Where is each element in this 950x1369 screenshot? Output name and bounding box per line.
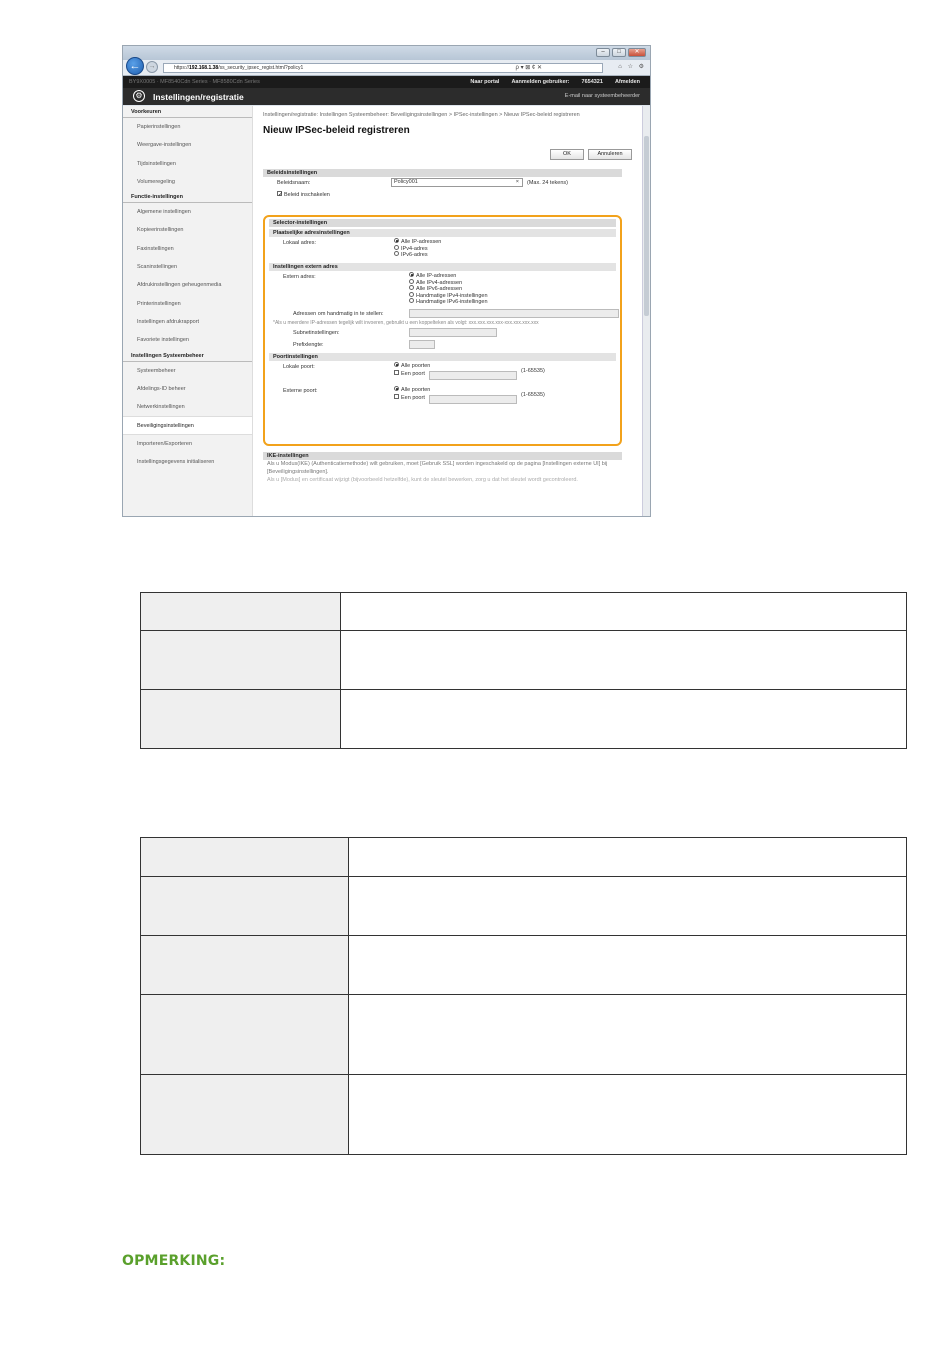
browser-screenshot xyxy=(122,45,651,517)
sidebar-item[interactable]: Afdelings-ID beheer xyxy=(137,385,186,392)
sidebar-item-security-active[interactable]: Beveiligingsinstellingen xyxy=(123,416,252,434)
sidebar-item[interactable]: Netwerkinstellingen xyxy=(137,404,185,411)
table-value-cell xyxy=(349,877,907,936)
remote-option: Alle IPv6-adressen xyxy=(416,286,463,292)
remote-port-input[interactable] xyxy=(429,395,517,404)
scrollbar-thumb[interactable] xyxy=(644,136,649,316)
settings-table-2 xyxy=(140,837,907,1155)
logout-link[interactable]: Afmelden xyxy=(614,79,640,85)
user-id: 7654321 xyxy=(581,79,603,85)
local-port-all-radio[interactable] xyxy=(394,362,399,367)
local-option: Alle IP-adressen xyxy=(401,239,442,245)
app-body xyxy=(123,106,642,516)
subnet-input[interactable] xyxy=(409,328,497,337)
remote-port-all-label: Alle poorten xyxy=(401,387,431,393)
sidebar-item[interactable]: Printerinstellingen xyxy=(137,300,181,307)
table-key-cell xyxy=(141,936,349,995)
manual-address-input[interactable] xyxy=(409,309,619,318)
address-path: /ss_security_ipsec_regist.html?policy1 xyxy=(218,65,304,71)
remote-address-label: Extern adres: xyxy=(283,274,316,280)
remote-option: Alle IPv4-adressen xyxy=(416,279,463,286)
sidebar-section-title: Instellingen Systeembeheer xyxy=(123,350,252,362)
local-address-label: Lokaal adres: xyxy=(283,240,317,246)
remote-all-radio[interactable] xyxy=(409,272,414,277)
manual-address-label: Adressen om handmatig in te stellen: xyxy=(293,311,384,317)
remote-port-single-label: Een poort xyxy=(401,395,425,401)
subnet-label: Subnetinstellingen: xyxy=(293,330,340,336)
sidebar-item[interactable]: Tijdsinstellingen xyxy=(137,160,176,167)
local-port-single-checkbox[interactable] xyxy=(394,370,399,375)
portal-link[interactable]: Naar portal xyxy=(470,79,500,85)
enable-policy-label: Beleid inschakelen xyxy=(284,192,330,198)
table-value-cell xyxy=(349,936,907,995)
sidebar-item[interactable]: Scaninstellingen xyxy=(137,264,178,271)
browser-navbar xyxy=(123,60,650,76)
ike-info-text: Als u Modus(IKE) (Authenticatiemethode) wilt gebruiken, moet [Gebruik SSL] worden ingeschakeld op de pagina [Instellingen externe UI] bij [Beveiligingsinstellingen]. xyxy=(267,461,608,475)
remote-option: Handmatige IPv4-instellingen xyxy=(416,292,488,299)
sidebar-item[interactable]: Kopieerinstellingen xyxy=(137,227,184,234)
maximize-icon[interactable]: □ xyxy=(612,48,626,57)
local-ipv4-radio[interactable] xyxy=(394,245,399,250)
scrollbar[interactable] xyxy=(642,106,650,516)
sidebar-item[interactable]: Instellingsgegevens initialiseren xyxy=(137,459,215,466)
browser-tools-icon[interactable]: ⌂ ☆ ⚙ xyxy=(618,64,646,70)
local-port-all-label: Alle poorten xyxy=(401,363,431,369)
local-all-radio[interactable] xyxy=(394,238,399,243)
window-titlebar xyxy=(123,46,650,60)
manual-address-note: *Als u meerdere IP-adressen tegelijk wilt invoeren, gebruikt u een koppelteken als volgt: xxx.xxx.xxx.xxx-xxx.xxx.xxx.xxx xyxy=(273,320,539,326)
local-option: IPv4-adres xyxy=(401,245,428,252)
remote-manual-ipv6-radio[interactable] xyxy=(409,298,414,303)
table-key-cell xyxy=(141,631,341,690)
login-user-label: Aanmelden gebruiker: xyxy=(511,79,570,85)
table-value-cell xyxy=(349,838,907,877)
address-host: 192.168.1.38 xyxy=(189,65,219,71)
selector-settings-highlight xyxy=(263,215,622,446)
remote-option: Alle IP-adressen xyxy=(416,273,457,279)
ok-button[interactable]: OK xyxy=(550,149,584,160)
remote-manual-ipv4-radio[interactable] xyxy=(409,292,414,297)
minimize-icon[interactable]: – xyxy=(596,48,610,57)
policy-name-value: Policy001 xyxy=(394,179,418,185)
settings-gear-icon: ⚙ xyxy=(133,90,145,102)
address-prefix: https:// xyxy=(174,65,190,71)
sidebar-item[interactable]: Favoriete instellingen xyxy=(137,337,189,344)
remote-address-section: Instellingen extern adres xyxy=(269,263,616,271)
remote-ipv4-radio[interactable] xyxy=(409,279,414,284)
table-key-cell xyxy=(141,690,341,749)
remote-option: Handmatige IPv6-instellingen xyxy=(416,299,488,305)
policy-name-hint: (Max. 24 tekens) xyxy=(527,180,568,186)
app-topbar xyxy=(123,76,650,88)
table-value-cell xyxy=(341,631,907,690)
table-value-cell xyxy=(341,690,907,749)
local-option: IPv6-adres xyxy=(401,252,428,258)
remote-port-label: Externe poort: xyxy=(283,388,318,394)
table-value-cell xyxy=(349,995,907,1075)
ike-info-text-2: Als u [Modus] en certificaat wijzigt (bijvoorbeeld hetzelfde), kunt de sleutel bewerken, zorg u dat het sleutel wordt gecontroleerd. xyxy=(267,477,578,483)
port-section: Poortinstellingen xyxy=(269,353,616,361)
policy-name-label: Beleidsnaam: xyxy=(277,180,311,186)
sidebar xyxy=(123,106,253,516)
sidebar-item[interactable]: Faxinstellingen xyxy=(137,245,174,252)
address-tools-icon[interactable]: ρ ▾ ⊠ ¢ ✕ xyxy=(515,65,542,71)
table-key-cell xyxy=(141,1075,349,1155)
settings-table-1 xyxy=(140,592,907,749)
table-key-cell xyxy=(141,995,349,1075)
mail-admin-link[interactable]: E-mail naar systeembeheerder xyxy=(564,93,640,99)
back-arrow-icon[interactable]: ← xyxy=(126,57,144,75)
sidebar-item[interactable]: Algemene instellingen xyxy=(137,209,191,216)
prefix-label: Prefixlengte: xyxy=(293,342,324,348)
local-ipv6-radio[interactable] xyxy=(394,251,399,256)
sidebar-section-title: Functie-instellingen xyxy=(123,191,252,203)
cancel-button[interactable]: Annuleren xyxy=(588,149,632,160)
breadcrumb: Instellingen/registratie: Instellingen Systeembeheer: Beveiligingsinstellingen > IPSec-instellingen > Nieuw IPSec-beleid registreren xyxy=(263,112,580,118)
local-port-label: Lokale poort: xyxy=(283,364,315,370)
table-key-cell xyxy=(141,593,341,631)
sidebar-item[interactable]: Papierinstellingen xyxy=(137,124,181,130)
sidebar-item[interactable]: Afdrukinstellingen geheugenmedia xyxy=(137,282,222,289)
clear-icon[interactable]: × xyxy=(515,179,519,185)
sidebar-item[interactable]: Volumeregeling xyxy=(137,178,175,185)
table-value-cell xyxy=(349,1075,907,1155)
device-name: BY9X0005 · MF8540Cdn Series · MF8580Cdn Series xyxy=(129,79,260,85)
policy-section-header: Beleidsinstellingen xyxy=(263,169,622,177)
app-header xyxy=(123,88,650,105)
remote-ipv6-radio[interactable] xyxy=(409,285,414,290)
page-title: Nieuw IPSec-beleid registreren xyxy=(263,125,410,136)
sidebar-item[interactable]: Systeembeheer xyxy=(137,367,176,374)
remote-port-all-radio[interactable] xyxy=(394,386,399,391)
local-address-section: Plaatselijke adresinstellingen xyxy=(269,229,616,237)
note-heading: OPMERKING: xyxy=(122,1253,226,1269)
table-value-cell xyxy=(341,593,907,631)
remote-port-range: (1-65535) xyxy=(521,392,545,398)
main-content xyxy=(263,106,632,516)
remote-port-single-checkbox[interactable] xyxy=(394,394,399,399)
selector-section-header: Selector-instellingen xyxy=(269,219,616,227)
local-port-single-label: Een poort xyxy=(401,371,425,377)
sidebar-item[interactable]: Instellingen afdrukrapport xyxy=(137,318,200,325)
policy-name-input[interactable] xyxy=(391,178,523,187)
app-title: Instellingen/registratie xyxy=(153,92,244,102)
table-key-cell xyxy=(141,877,349,936)
prefix-input[interactable] xyxy=(409,340,435,349)
forward-arrow-icon[interactable]: → xyxy=(146,61,158,73)
close-icon[interactable]: ✕ xyxy=(628,48,646,57)
table-key-cell xyxy=(141,838,349,877)
sidebar-section-title: Voorkeuren xyxy=(123,106,252,118)
sidebar-item[interactable]: Importeren/Exporteren xyxy=(137,440,193,447)
sidebar-item[interactable]: Weergave-instellingen xyxy=(137,142,192,149)
local-port-range: (1-65535) xyxy=(521,368,545,374)
enable-policy-checkbox[interactable] xyxy=(277,191,282,196)
address-bar[interactable] xyxy=(163,63,603,73)
ike-section-header: IKE-instellingen xyxy=(263,452,622,460)
local-port-input[interactable] xyxy=(429,371,517,380)
